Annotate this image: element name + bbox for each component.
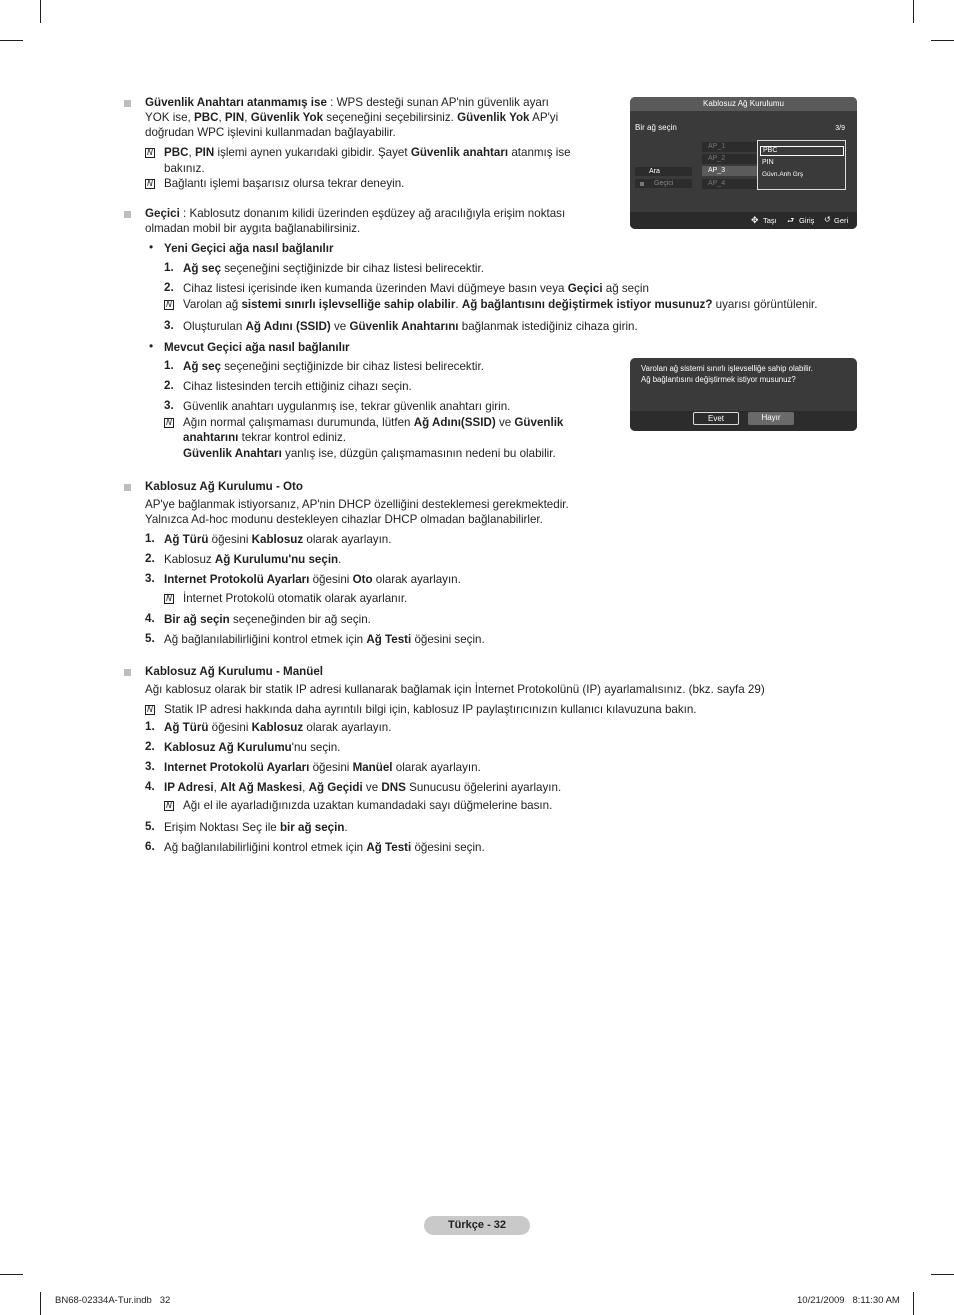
note: Varolan ağ sistemi sınırlı işlevselliğe sahip olabilir. Ağ bağlantısını değiştirmek istiyor musunuz? uyarısı görüntülenir. [183,298,818,311]
paragraph: doğrudan WPC işlevini kullanmadan bağlayabilir. [145,126,396,139]
subheading: Mevcut Geçici ağa nasıl bağlanılır [164,341,350,354]
step: Ağ bağlanılabilirliğini kontrol etmek için Ağ Testi öğesini seçin. [164,633,485,646]
note-icon: N [145,148,155,158]
file-slug: BN68-02334A-Tur.indb 32 [55,1295,171,1306]
crop-mark [0,1274,23,1275]
step: Kablosuz Ağ Kurulumu'nu seçin. [164,553,342,566]
osd-page: 3/9 [835,125,845,132]
note-icon: N [164,594,174,604]
note-icon: N [164,300,174,310]
note: bakınız. [164,162,205,175]
section-title: Kablosuz Ağ Kurulumu - Manüel [145,665,323,678]
date-slug: 10/21/2009 8:11:30 AM [797,1295,900,1306]
step: Ağ seç seçeneğini seçtiğinizde bir cihaz listesi belirecektir. [183,262,484,275]
crop-mark [913,1292,914,1315]
step: Güvenlik anahtarı uygulanmış ise, tekrar güvenlik anahtarı girin. [183,400,511,413]
note: PBC, PIN işlemi aynen yukarıdaki gibidir. Şayet Güvenlik anahtarı atanmış ise [164,146,571,159]
move-icon: ✥ [751,215,759,225]
paragraph: Ağı kablosuz olarak bir statik IP adresi kullanarak bağlamak için İnternet Protokolünü (IP) ayarlamalısınız. (bkz. sayfa 29) [145,683,765,696]
step-number: 1. [164,261,174,274]
crop-mark [0,40,23,41]
step: Kablosuz Ağ Kurulumu'nu seçin. [164,741,341,754]
osd-network-select [630,97,857,229]
step-number: 2. [164,379,174,392]
no-button[interactable]: Hayır [748,412,794,425]
crop-mark [40,0,41,23]
ap-item[interactable]: AP_2 [702,154,758,164]
osd-left-item[interactable]: Geçici [635,179,692,188]
ap-item[interactable]: AP_4 [702,179,758,189]
step: Bir ağ seçin seçeneğinden bir ağ seçin. [164,613,371,626]
note-icon: N [145,705,155,715]
step-number: 1. [145,532,155,545]
step-number: 3. [145,572,155,585]
nav-enter: Giriş [799,216,815,225]
blue-square-icon [640,182,644,186]
step-number: 1. [164,359,174,372]
section-bullet [124,669,131,676]
dialog-message: Ağ bağlantısını değiştirmek istiyor musunuz? [641,375,796,384]
step-number: 1. [145,720,155,733]
nav-back: Geri [834,216,849,225]
bullet: • [149,339,154,353]
paragraph: YOK ise, PBC, PIN, Güvenlik Yok seçeneğini seçebilirsiniz. Güvenlik Yok AP'yi [145,111,559,124]
step-number: 3. [145,760,155,773]
ap-item-selected[interactable]: AP_3 [702,166,758,176]
step: Internet Protokolü Ayarları öğesini Oto olarak ayarlayın. [164,573,461,586]
step: Cihaz listesi içerisinde iken kumanda üzerinden Mavi düğmeye basın veya Geçici ağ seçin [183,282,649,295]
step: Erişim Noktası Seç ile bir ağ seçin. [164,821,348,834]
section-bullet [124,100,131,107]
nav-move: Taşı [763,216,777,225]
note-icon: N [145,179,155,189]
step: Cihaz listesinden tercih ettiğiniz cihazı seçin. [183,380,412,393]
back-icon: ↺ [824,215,831,224]
note: Bağlantı işlemi başarısız olursa tekrar deneyin. [164,177,405,190]
security-popup [757,140,846,190]
ap-item[interactable]: AP_1 [702,142,758,152]
step-number: 2. [164,281,174,294]
paragraph: Geçici : Kablosutz donanım kilidi üzerinden eşdüzey ağ aracılığıyla erişim noktası [145,207,566,220]
popup-item-pin[interactable]: PIN [762,159,774,166]
step-number: 6. [145,840,155,853]
note: Ağı el ile ayarladığınızda uzaktan kumandadaki sayı düğmelerine basın. [183,799,553,812]
section-bullet [124,211,131,218]
osd-label: Bir ağ seçin [635,123,677,132]
popup-item-pbc[interactable]: PBC [760,146,844,156]
popup-item-key[interactable]: Güvn.Anh Grş [762,171,804,178]
note: Ağın normal çalışmaması durumunda, lütfen Ağ Adını(SSID) ve Güvenlik [183,416,564,429]
crop-mark [931,40,954,41]
section-bullet [124,484,131,491]
page-number: Türkçe - 32 [424,1216,530,1235]
step-number: 3. [164,319,174,332]
osd-title: Kablosuz Ağ Kurulumu [630,97,857,111]
paragraph: Güvenlik Anahtarı atanmamış ise : WPS desteği sunan AP'nin güvenlik ayarı [145,96,549,109]
section-title: Kablosuz Ağ Kurulumu - Oto [145,480,304,493]
paragraph: AP'ye bağlanmak istiyorsanız, AP'nin DHCP özelliğini desteklemesi gerekmektedir. [145,498,569,511]
step: Ağ Türü öğesini Kablosuz olarak ayarlayın. [164,721,392,734]
step: IP Adresi, Alt Ağ Maskesi, Ağ Geçidi ve DNS Sunucusu öğelerini ayarlayın. [164,781,562,794]
note-icon: N [164,418,174,428]
crop-mark [913,0,914,23]
step-number: 3. [164,399,174,412]
dialog-message: Varolan ağ sistemi sınırlı işlevselliğe sahip olabilir. [641,364,813,373]
step-number: 2. [145,740,155,753]
crop-mark [40,1292,41,1315]
yes-button[interactable]: Evet [693,412,739,425]
note: Statik IP adresi hakkında daha ayrıntılı bilgi için, kablosuz IP paylaştırıcınızın kullanıcı kılavuzuna bakın. [164,703,697,716]
osd-nav-bar [630,212,857,229]
paragraph: Yalnızca Ad-hoc modunu destekleyen cihazlar DHCP olmadan bağlanabilirler. [145,513,543,526]
note-icon: N [164,801,174,811]
note: anahtarını tekrar kontrol ediniz. [183,431,347,444]
step-number: 4. [145,612,155,625]
step-number: 5. [145,632,155,645]
step: Ağ seç seçeneğini seçtiğinizde bir cihaz listesi belirecektir. [183,360,484,373]
step: Oluşturulan Ağ Adını (SSID) ve Güvenlik Anahtarını bağlanmak istediğiniz cihaza girin. [183,320,638,333]
note: Güvenlik Anahtarı yanlış ise, düzgün çalışmamasının nedeni bu olabilir. [183,447,556,460]
bullet: • [149,240,154,254]
step-number: 5. [145,820,155,833]
crop-mark [931,1274,954,1275]
step: Ağ Türü öğesini Kablosuz olarak ayarlayın. [164,533,392,546]
osd-left-item[interactable]: Ara [635,167,692,176]
step: Ağ bağlanılabilirliğini kontrol etmek için Ağ Testi öğesini seçin. [164,841,485,854]
subheading: Yeni Geçici ağa nasıl bağlanılır [164,242,334,255]
step-number: 4. [145,780,155,793]
step-number: 2. [145,552,155,565]
step: Internet Protokolü Ayarları öğesini Manüel olarak ayarlayın. [164,761,481,774]
paragraph: olmadan mobil bir aygıta bağlanabilirsiniz. [145,222,361,235]
note: İnternet Protokolü otomatik olarak ayarlanır. [183,592,408,605]
dialog-footer [630,411,857,431]
osd-confirm-dialog [630,358,857,431]
enter-icon: ⮐ [787,216,795,225]
